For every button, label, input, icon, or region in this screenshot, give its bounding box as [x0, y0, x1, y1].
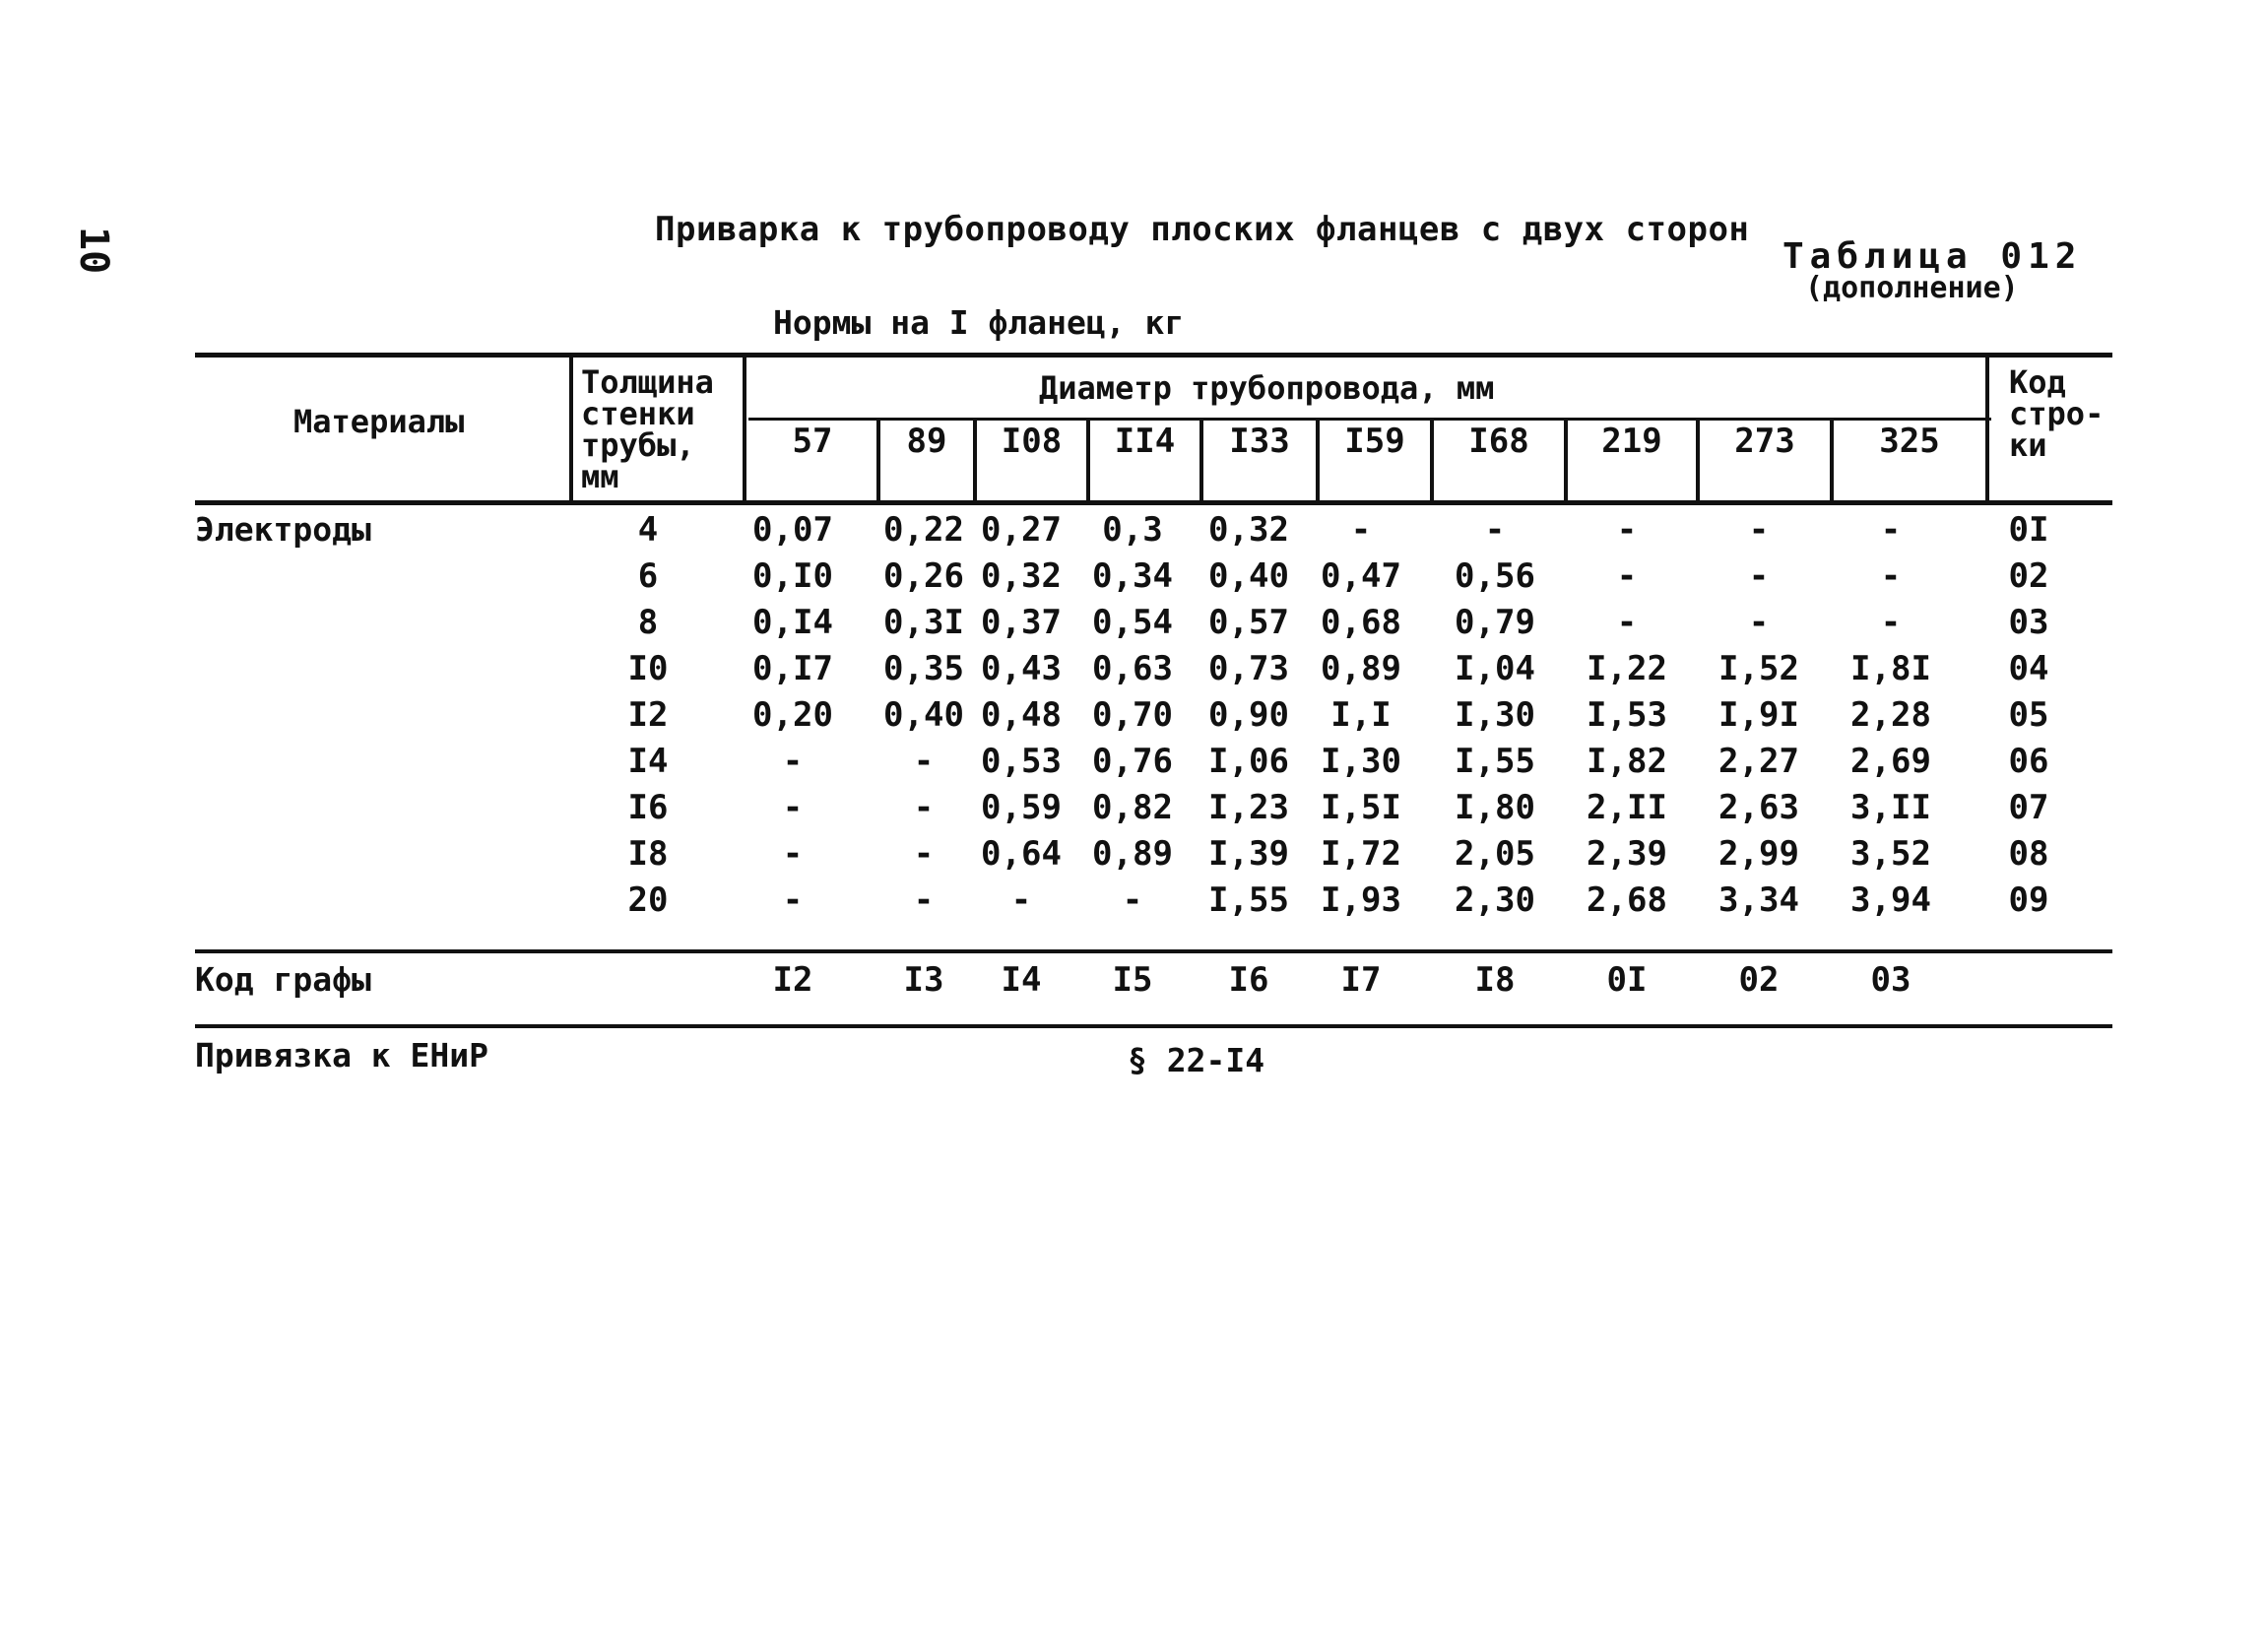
table-row-code: 03	[2008, 603, 2049, 642]
table-row-code: 09	[2008, 880, 2049, 920]
table-row-thickness: I6	[627, 788, 669, 827]
header-row-code-line-2: стро-	[2009, 395, 2105, 432]
table-cell: 0,54	[1092, 603, 1173, 642]
graph-code: I5	[1112, 960, 1153, 1000]
table-row-thickness: 20	[627, 880, 669, 920]
col-head-133: I33	[1229, 422, 1290, 461]
table-cell: 0,43	[981, 649, 1062, 688]
table-cell: -	[913, 742, 935, 781]
table-cell: 0,68	[1321, 603, 1401, 642]
table-cell: 0,56	[1455, 556, 1535, 596]
header-row-code-line-1: Код	[2009, 363, 2066, 401]
table-cell: 0,26	[883, 556, 964, 596]
table-cell: I,93	[1321, 880, 1401, 920]
table-cell: 0,63	[1092, 649, 1173, 688]
table-cell: 2,28	[1850, 695, 1931, 735]
binding-value: § 22-I4	[1128, 1041, 1265, 1079]
norm-note: Нормы на I фланец, кг	[773, 303, 1185, 342]
table-row-thickness: 4	[637, 510, 659, 550]
header-thickness-line-3: трубы,	[581, 426, 695, 464]
table-cell: 2,30	[1455, 880, 1535, 920]
table-cell: -	[1350, 510, 1372, 550]
table-cell: -	[1010, 880, 1032, 920]
col-head-168: I68	[1468, 422, 1529, 461]
table-cell: 0,27	[981, 510, 1062, 550]
table-cell: -	[1616, 556, 1638, 596]
table-row-thickness: I4	[627, 742, 669, 781]
table-cell: I,5I	[1321, 788, 1401, 827]
col-head-159: I59	[1344, 422, 1405, 461]
table-cell: -	[1748, 603, 1770, 642]
table-cell: 0,82	[1092, 788, 1173, 827]
table-cell: -	[782, 834, 804, 874]
table-cell: 2,68	[1587, 880, 1667, 920]
graph-code: 02	[1738, 960, 1780, 1000]
table-cell: 0,53	[981, 742, 1062, 781]
document-title: Приварка к трубопроводу плоских фланцев с двух сторон	[655, 210, 1750, 249]
table-cell: 0,3	[1102, 510, 1163, 550]
table-bottom-rule	[195, 1024, 2112, 1028]
table-row-code: 04	[2008, 649, 2049, 688]
table-cell: I,82	[1587, 742, 1667, 781]
table-cell: 0,70	[1092, 695, 1173, 735]
table-cell: I,52	[1718, 649, 1799, 688]
table-top-rule	[195, 353, 2112, 358]
table-row-code: 07	[2008, 788, 2049, 827]
col-head-108: I08	[1001, 422, 1063, 461]
table-row-thickness: I0	[627, 649, 669, 688]
table-cell: -	[1484, 510, 1506, 550]
divider-materials	[569, 357, 573, 502]
divider-codes	[1985, 357, 1989, 502]
table-cell: 0,32	[1208, 510, 1289, 550]
table-cell: I,55	[1208, 880, 1289, 920]
col-head-325: 325	[1879, 422, 1940, 461]
table-cell: -	[1616, 603, 1638, 642]
table-cell: 0,40	[1208, 556, 1289, 596]
header-thickness-line-2: стенки	[581, 395, 695, 432]
table-cell: -	[913, 834, 935, 874]
table-cell: 3,34	[1718, 880, 1799, 920]
table-cell: 0,32	[981, 556, 1062, 596]
header-thickness-line-1: Толщина	[581, 363, 714, 401]
table-cell: -	[913, 880, 935, 920]
graph-code: 03	[1870, 960, 1912, 1000]
table-cell: I,30	[1321, 742, 1401, 781]
table-cell: I,55	[1455, 742, 1535, 781]
col-head-57: 57	[792, 422, 833, 461]
table-cell: I,22	[1587, 649, 1667, 688]
table-cell: 0,59	[981, 788, 1062, 827]
table-cell: 2,II	[1587, 788, 1667, 827]
divider-thickness	[743, 357, 746, 502]
binding-label: Привязка к ЕНиР	[195, 1036, 489, 1074]
material-name: Электроды	[195, 510, 371, 549]
table-row-thickness: 6	[637, 556, 659, 596]
header-materials: Материалы	[293, 403, 465, 440]
table-cell: -	[1880, 510, 1902, 550]
table-cell: 0,79	[1455, 603, 1535, 642]
graph-code: I4	[1001, 960, 1042, 1000]
table-cell: 0,20	[752, 695, 833, 735]
header-diameter: Диаметр трубопровода, мм	[1039, 369, 1495, 407]
col-head-219: 219	[1601, 422, 1662, 461]
table-cell: I,53	[1587, 695, 1667, 735]
table-cell: 3,94	[1850, 880, 1931, 920]
table-row-thickness: 8	[637, 603, 659, 642]
table-cell: 3,II	[1850, 788, 1931, 827]
table-cell: 0,73	[1208, 649, 1289, 688]
graph-code: I7	[1340, 960, 1382, 1000]
table-cell: 0,34	[1092, 556, 1173, 596]
table-cell: I,I	[1330, 695, 1392, 735]
table-row-code: 02	[2008, 556, 2049, 596]
header-row-code	[2009, 363, 2105, 464]
table-cell: 2,05	[1455, 834, 1535, 874]
graph-code-label: Код графы	[195, 960, 371, 999]
data-bottom-rule	[195, 949, 2112, 953]
graph-code: I3	[903, 960, 944, 1000]
table-cell: 0,48	[981, 695, 1062, 735]
table-row-code: 0I	[2008, 510, 2049, 550]
table-cell: I,9I	[1718, 695, 1799, 735]
table-cell: 0,07	[752, 510, 833, 550]
table-cell: -	[913, 788, 935, 827]
table-cell: 2,69	[1850, 742, 1931, 781]
graph-code: I6	[1228, 960, 1269, 1000]
table-cell: I,80	[1455, 788, 1535, 827]
col-head-114: II4	[1114, 422, 1176, 461]
table-cell: -	[782, 742, 804, 781]
table-row-code: 06	[2008, 742, 2049, 781]
table-cell: 3,52	[1850, 834, 1931, 874]
table-cell: 0,89	[1321, 649, 1401, 688]
table-cell: 0,40	[883, 695, 964, 735]
header-bottom-rule	[195, 500, 2112, 505]
table-cell: I,06	[1208, 742, 1289, 781]
table-cell: 0,22	[883, 510, 964, 550]
table-cell: -	[1616, 510, 1638, 550]
table-cell: -	[1122, 880, 1143, 920]
table-cell: 0,57	[1208, 603, 1289, 642]
diameter-header-rule	[748, 418, 1991, 421]
table-cell: I,04	[1455, 649, 1535, 688]
table-cell: 0,3I	[883, 603, 964, 642]
table-cell: I,72	[1321, 834, 1401, 874]
table-row-code: 08	[2008, 834, 2049, 874]
table-cell: 2,27	[1718, 742, 1799, 781]
col-head-273: 273	[1734, 422, 1795, 461]
table-row-code: 05	[2008, 695, 2049, 735]
table-cell: I,8I	[1850, 649, 1931, 688]
table-cell: -	[1748, 510, 1770, 550]
page-number: 10	[71, 227, 116, 275]
table-cell: 0,76	[1092, 742, 1173, 781]
table-cell: I,39	[1208, 834, 1289, 874]
table-cell: 0,35	[883, 649, 964, 688]
table-cell: 2,39	[1587, 834, 1667, 874]
table-cell: 0,90	[1208, 695, 1289, 735]
table-cell: 2,63	[1718, 788, 1799, 827]
col-head-89: 89	[906, 422, 947, 461]
table-cell: 0,64	[981, 834, 1062, 874]
table-cell: 0,I7	[752, 649, 833, 688]
table-subtitle: (дополнение)	[1805, 271, 2019, 305]
table-cell: -	[1748, 556, 1770, 596]
table-cell: 0,I4	[752, 603, 833, 642]
table-label: Таблица 012	[1782, 236, 2083, 277]
table-row-thickness: I2	[627, 695, 669, 735]
header-thickness-line-4: мм	[581, 458, 619, 495]
table-cell: 2,99	[1718, 834, 1799, 874]
graph-code: I2	[772, 960, 813, 1000]
table-cell: 0,37	[981, 603, 1062, 642]
table-cell: I,23	[1208, 788, 1289, 827]
graph-code: 0I	[1606, 960, 1648, 1000]
table-cell: 0,I0	[752, 556, 833, 596]
table-cell: -	[782, 788, 804, 827]
table-cell: 0,47	[1321, 556, 1401, 596]
table-row-thickness: I8	[627, 834, 669, 874]
table-cell: 0,89	[1092, 834, 1173, 874]
table-cell: -	[1880, 556, 1902, 596]
table-cell: I,30	[1455, 695, 1535, 735]
table-cell: -	[1880, 603, 1902, 642]
table-cell: -	[782, 880, 804, 920]
header-thickness	[581, 363, 714, 495]
header-row-code-line-3: ки	[2009, 426, 2047, 464]
graph-code: I8	[1474, 960, 1516, 1000]
